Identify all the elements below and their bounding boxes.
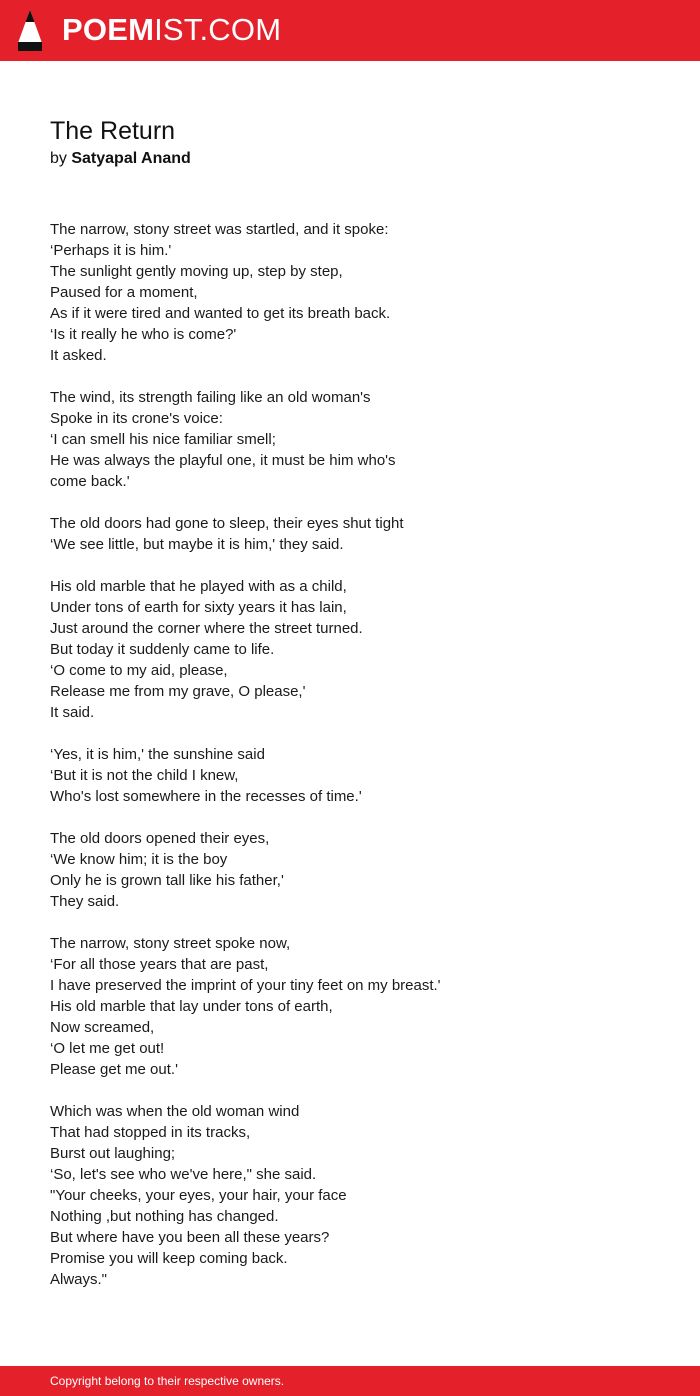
poem-line: ‘Is it really he who is come?' [50, 326, 237, 343]
poem-line: ‘Yes, it is him,' the sunshine said [50, 746, 265, 763]
poem-line: That had stopped in its tracks, [50, 1124, 251, 1141]
poem-line: Release me from my grave, O please,' [50, 683, 306, 700]
poem-line: He was always the playful one, it must be him who's [50, 452, 396, 469]
poem-line: ‘For all those years that are past, [50, 956, 269, 973]
poem-line: ‘But it is not the child I knew, [50, 767, 239, 784]
poem-line: ‘We see little, but maybe it is him,' they said. [50, 536, 344, 553]
site-logo[interactable] [62, 12, 281, 48]
poem-line: ‘We know him; it is the boy [50, 851, 228, 868]
poem-stanza [50, 744, 670, 807]
poem-line: Which was when the old woman wind [50, 1103, 300, 1120]
poem-stanza [50, 219, 670, 366]
poem-line: The narrow, stony street was startled, and it spoke: [50, 221, 389, 238]
poem-line: "Your cheeks, your eyes, your hair, your face [50, 1187, 347, 1204]
brand-light: IST.COM [154, 12, 282, 47]
poem-line: ‘O let me get out! [50, 1040, 165, 1057]
poem-line: Only he is grown tall like his father,' [50, 872, 284, 889]
pencil-tip-icon[interactable] [16, 9, 44, 51]
poem-line: I have preserved the imprint of your tiny feet on my breast.' [50, 977, 441, 994]
poem-line: It asked. [50, 347, 107, 364]
poem-line: His old marble that he played with as a child, [50, 578, 347, 595]
poem-line: The old doors opened their eyes, [50, 830, 270, 847]
poem-line: The sunlight gently moving up, step by step, [50, 263, 343, 280]
poem-stanza [50, 513, 670, 555]
poem-line: Under tons of earth for sixty years it has lain, [50, 599, 347, 616]
poem-stanza [50, 828, 670, 912]
poem-line: Who's lost somewhere in the recesses of time.' [50, 788, 362, 805]
copyright-notice: Copyright belong to their respective owners. [50, 1374, 285, 1388]
poem-line: ‘O come to my aid, please, [50, 662, 228, 679]
poem-line: ‘So, let's see who we've here," she said. [50, 1166, 317, 1183]
poem-stanza [50, 576, 670, 723]
poem-line: Please get me out.' [50, 1061, 178, 1078]
poem-line: Just around the corner where the street turned. [50, 620, 363, 637]
poem-line: It said. [50, 704, 95, 721]
poem-line: Always." [50, 1271, 108, 1288]
poem-author: Satyapal Anand [71, 150, 191, 167]
poem-line: His old marble that lay under tons of earth, [50, 998, 333, 1015]
site-header [0, 0, 700, 61]
site-footer [0, 1366, 700, 1396]
poem-line: Paused for a moment, [50, 284, 198, 301]
poem-line: ‘Perhaps it is him.' [50, 242, 172, 259]
poem-stanza [50, 387, 670, 492]
poem-line: Promise you will keep coming back. [50, 1250, 288, 1267]
poem-line: The old doors had gone to sleep, their eyes shut tight [50, 515, 404, 532]
poem-byline [50, 148, 191, 170]
brand-bold: POEM [62, 12, 155, 47]
poem-line: Now screamed, [50, 1019, 155, 1036]
poem-title: The Return [50, 117, 176, 145]
poem-line: come back.' [50, 473, 130, 490]
poem-body [50, 219, 670, 1311]
poem-line: As if it were tired and wanted to get its breath back. [50, 305, 391, 322]
poem-line: The narrow, stony street spoke now, [50, 935, 291, 952]
poem-line: Spoke in its crone's voice: [50, 410, 223, 427]
poem-line: But today it suddenly came to life. [50, 641, 275, 658]
poem-line: But where have you been all these years? [50, 1229, 330, 1246]
poem-line: ‘I can smell his nice familiar smell; [50, 431, 276, 448]
poem-line: The wind, its strength failing like an old woman's [50, 389, 371, 406]
by-label: by [50, 150, 67, 167]
poem-line: Burst out laughing; [50, 1145, 176, 1162]
poem-line: Nothing ,but nothing has changed. [50, 1208, 279, 1225]
poem-stanza [50, 1101, 670, 1290]
poem-line: They said. [50, 893, 120, 910]
poem-stanza [50, 933, 670, 1080]
